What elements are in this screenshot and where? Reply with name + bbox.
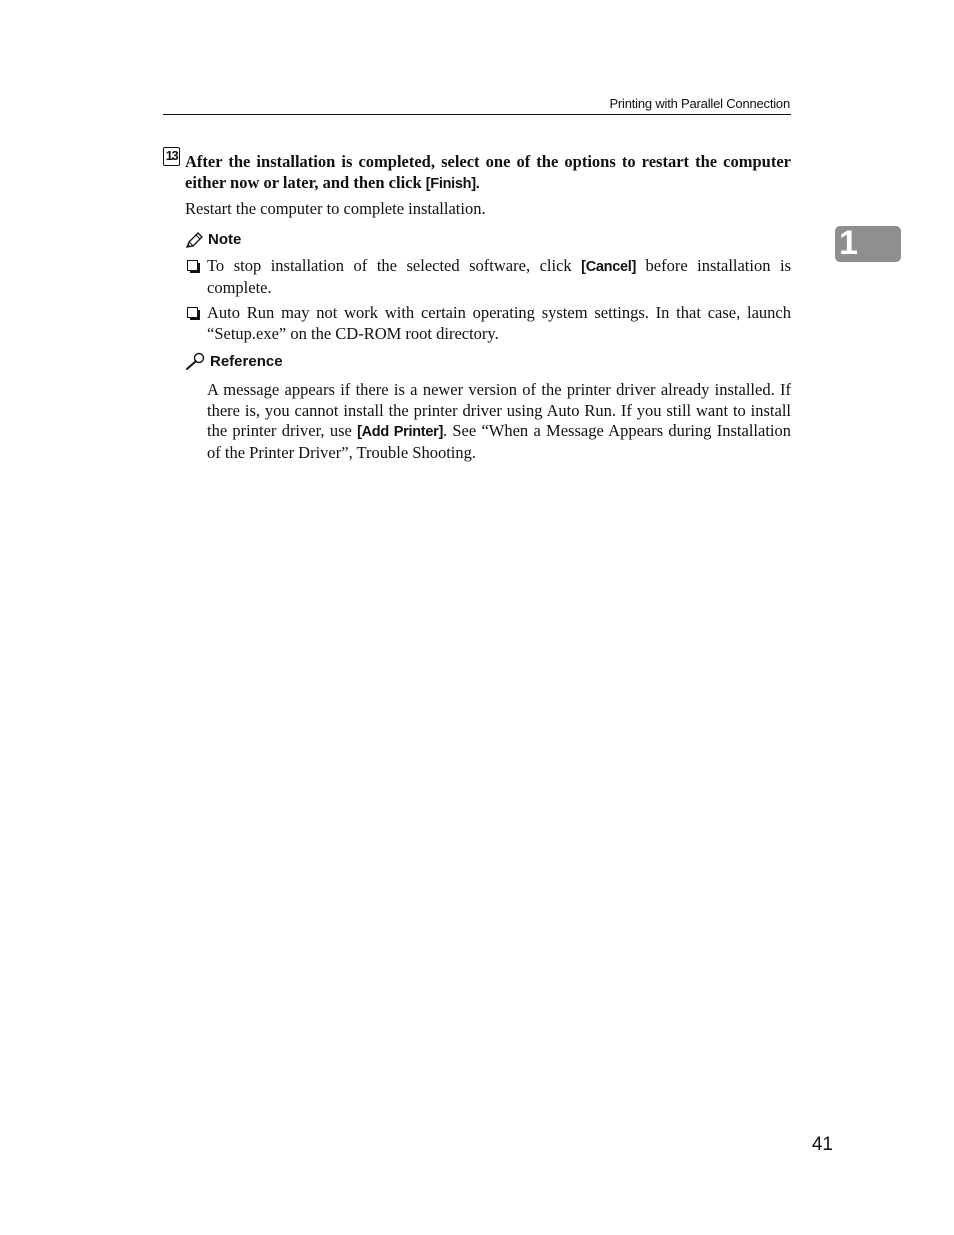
reference-text: A message appears if there is a newer version of the printer driver already installed. If there is, you cannot install the printer driver using Auto Run. If you still want to install the printer driver, use [207,380,791,440]
finish-key-label: [Finish] [425,176,476,192]
note-list [185,256,791,349]
step-heading [185,151,791,195]
magnifier-icon [185,352,207,370]
step-body: Restart the computer to complete installation. [185,199,486,218]
note-title: Note [208,231,242,248]
add-printer-key-label: [Add Printer] [357,424,443,440]
running-header: Printing with Parallel Connection [609,96,790,111]
note-item [185,256,791,298]
reference-text-end: . See “When a Message Appears during Installation of the Printer Driver”, Trouble Shooting. [207,421,791,462]
pencil-icon [185,232,205,248]
chapter-tab [835,226,901,262]
cancel-key-label: [Cancel] [581,259,636,275]
note-item-text: To stop installation of the selected software, click [207,256,582,275]
reference-body [207,380,791,463]
checkbox-bullet-icon [187,307,198,318]
reference-title: Reference [210,353,283,370]
page-number: 41 [811,1134,833,1155]
note-item [185,303,791,344]
step-number-badge: 13 [163,147,180,166]
step-heading-text: After the installation is completed, select one of the options to restart the computer either now or later, and then click [185,152,791,192]
note-item-text: Auto Run may not work with certain operating system settings. In that case, launch “Setup.exe” on the CD-ROM root directory. [207,303,791,343]
note-item-text-end: before installation is complete. [207,256,791,297]
step-heading-end: . [475,176,480,192]
reference-heading [185,352,283,370]
header-rule [163,114,791,115]
chapter-number: 1 [839,224,858,262]
note-heading [185,231,241,248]
checkbox-bullet-icon [187,260,198,271]
